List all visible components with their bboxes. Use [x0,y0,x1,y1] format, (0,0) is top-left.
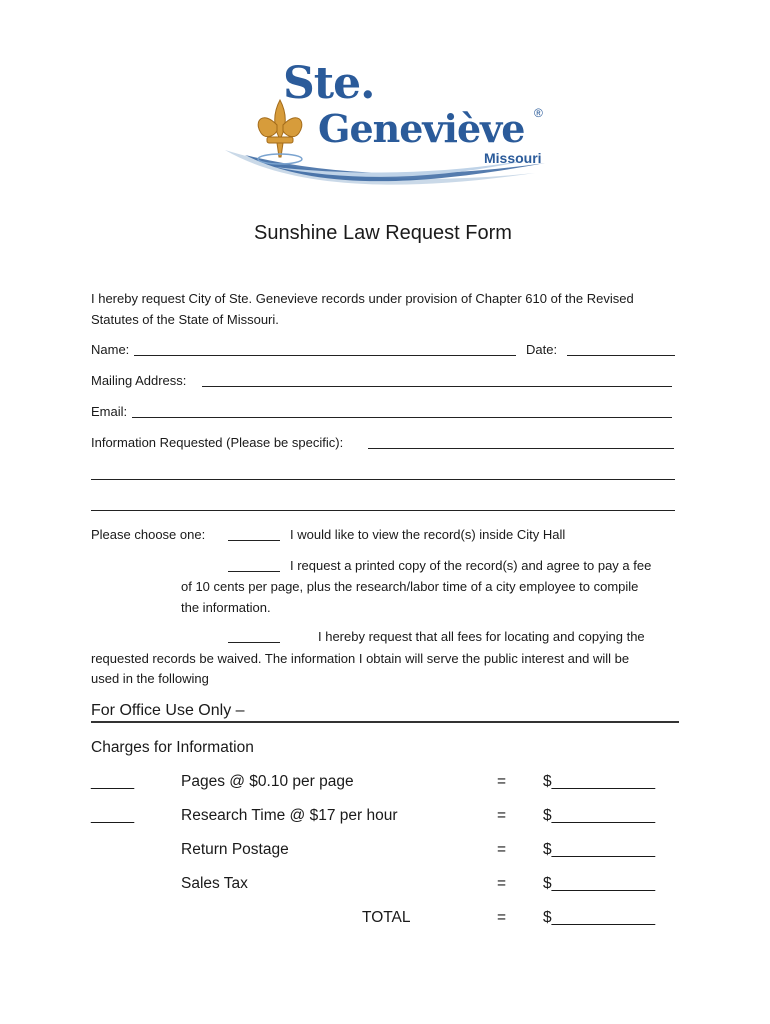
option-printed-copy-text-1: I request a printed copy of the record(s) and agree to pay a fee [290,558,652,573]
option-printed-copy-text-2: of 10 cents per page, plus the research/labor time of a city employee to compile [181,579,639,594]
option-view-blank[interactable] [228,526,280,541]
logo-registered: ® [534,106,543,120]
name-field[interactable] [134,341,516,356]
research-equals: = [497,807,507,824]
choose-one-label: Please choose one: [91,527,206,542]
pages-equals: = [497,773,507,790]
logo-line1: Ste. [283,58,375,109]
option-fee-waiver-text-3: used in the following [91,671,209,686]
information-requested-line-3[interactable] [91,496,675,511]
postage-equals: = [497,841,507,858]
logo-line2: Geneviève [318,106,525,151]
pages-amount[interactable]: $____________ [543,773,656,790]
intro-line-2: Statutes of the State of Missouri. [91,312,279,327]
date-label: Date: [526,342,558,357]
option-printed-copy-blank[interactable] [228,557,280,572]
sales-tax-label: Sales Tax [181,875,248,892]
option-fee-waiver-text-1: I hereby request that all fees for locating and copying the [318,629,645,644]
research-label: Research Time @ $17 per hour [181,807,398,824]
total-amount[interactable]: $____________ [543,909,656,926]
postage-amount[interactable]: $____________ [543,841,656,858]
total-equals: = [497,909,507,926]
sales-tax-amount[interactable]: $____________ [543,875,656,892]
office-use-divider [91,721,679,723]
name-label: Name: [91,342,130,357]
research-amount[interactable]: $____________ [543,807,656,824]
charges-heading: Charges for Information [91,739,254,756]
office-use-heading: For Office Use Only – [91,702,245,719]
information-requested-label: Information Requested (Please be specific): [91,435,344,450]
mailing-address-field[interactable] [202,372,672,387]
option-view-text: I would like to view the record(s) inside City Hall [290,527,566,542]
email-label: Email: [91,404,128,419]
sales-tax-equals: = [497,875,507,892]
information-requested-line-2[interactable] [91,465,675,480]
postage-label: Return Postage [181,841,289,858]
pages-qty[interactable]: _____ [91,773,135,790]
pages-label: Pages @ $0.10 per page [181,773,354,790]
mailing-address-label: Mailing Address: [91,373,187,388]
total-label: TOTAL [362,909,411,926]
research-qty[interactable]: _____ [91,807,135,824]
date-field[interactable] [567,341,675,356]
option-fee-waiver-blank[interactable] [228,628,280,643]
option-fee-waiver-text-2: requested records be waived. The information I obtain will serve the public interest and will be [91,651,630,666]
option-printed-copy-text-3: the information. [181,600,271,615]
information-requested-field[interactable] [368,434,674,449]
email-field[interactable] [132,403,672,418]
logo-state: Missouri [484,150,542,166]
intro-line-1: I hereby request City of Ste. Genevieve records under provision of Chapter 610 of the Revised [91,291,634,306]
form-title: Sunshine Law Request Form [254,222,512,244]
